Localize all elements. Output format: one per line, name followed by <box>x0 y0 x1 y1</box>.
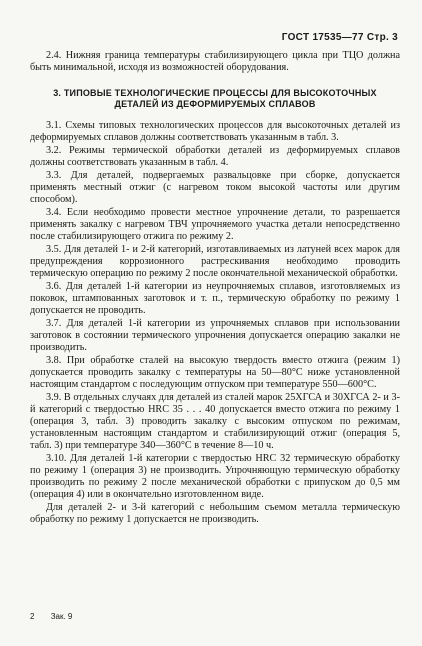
section-title-line-1: 3. ТИПОВЫЕ ТЕХНОЛОГИЧЕСКИЕ ПРОЦЕССЫ ДЛЯ ВЫСОКОТОЧНЫХ <box>53 88 377 98</box>
paragraph-3-1: 3.1. Схемы типовых технологических процессов для высокоточных деталей из деформируемых сплавов должны соответствовать указанным в табл. 3. <box>30 120 400 143</box>
paragraph-3-6: 3.6. Для деталей 1-й категории из неупрочняемых сплавов, изготовляемых из поковок, штампованных заготовок и т. п., термическую обработку по режиму 1 допускается не проводить. <box>30 281 400 316</box>
paragraph-3-2: 3.2. Режимы термической обработки деталей из деформируемых сплавов должны соответствовать указанным в табл. 4. <box>30 145 400 168</box>
footer-order-number: Зак. 9 <box>50 612 73 621</box>
paragraph-3-10: 3.10. Для деталей 1-й категории с твердостью HRC 32 термическую обработку по режиму 1 (операция 3) не производить. Упрочняющую термическую обработку производить по режиму 2 после механической обработки с припуском до 0,5 мм (операция 4) или в окончательно изготовленном виде. <box>30 453 400 500</box>
footer-page-number: 2 <box>30 612 35 621</box>
paragraph-3-7: 3.7. Для деталей 1-й категории из упрочняемых сплавов при использовании заготовок в состоянии термического упрочнения допускается операцию закалки не производить. <box>30 318 400 353</box>
document-body <box>30 50 400 527</box>
paragraph-2-4: 2.4. Нижняя граница температуры стабилизирующего цикла при ТЦО должна быть минимальной, исходя из возможностей оборудования. <box>30 50 400 73</box>
paragraph-3-5: 3.5. Для деталей 1- и 2-й категорий, изготавливаемых из латуней всех марок для предупреждения коррозионного растрескивания необходимо проводить термическую операцию по режиму 2 после окончательной механической обработки. <box>30 244 400 279</box>
paragraph-3-4: 3.4. Если необходимо провести местное упрочнение детали, то разрешается применять закалку с нагревом ТВЧ упрочняемого участка детали непосредственно после стабилизирующего отжига по режиму 2. <box>30 207 400 242</box>
paragraph-3-3: 3.3. Для деталей, подвергаемых развальцовке при сборке, допускается применять местный отжиг (с нагревом током высокой частоты или другим способом). <box>30 170 400 205</box>
section-title-line-2: ДЕТАЛЕЙ ИЗ ДЕФОРМИРУЕМЫХ СПЛАВОВ <box>114 99 316 109</box>
page-header: ГОСТ 17535—77 Стр. 3 <box>281 32 398 43</box>
paragraph-3-10-continued: Для деталей 2- и 3-й категорий с небольшим съемом металла термическую обработку по режиму 1 допускается не производить. <box>30 502 400 525</box>
paragraph-3-8: 3.8. При обработке сталей на высокую твердость вместо отжига (режим 1) допускается проводить закалку с температуры на 50—80°С ниже установленной настоящим стандартом с последующим отпуском при температуре 550—600°С. <box>30 355 400 390</box>
page-footer <box>30 612 86 621</box>
paragraph-3-9: 3.9. В отдельных случаях для деталей из сталей марок 25ХГСА и 30ХГСА 2- и 3-й категорий с твердостью HRC 35 . . . 40 допускается вместо отжига по режиму 1 (операция 3, табл. 3) проводить закалку с высоким отпуском по режимам, установленным настоящим стандартом и стабилизирующий отжиг (операция 5, табл. 3) при температуре 340—360°С в течение 8—10 ч. <box>30 392 400 451</box>
section-title <box>30 88 400 110</box>
